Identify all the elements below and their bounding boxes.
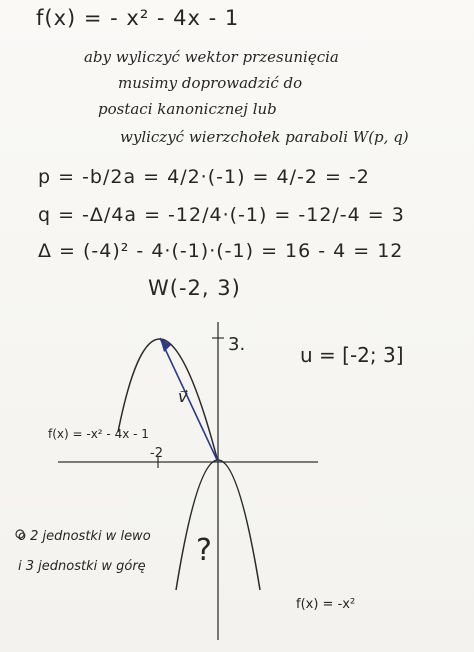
x-tick-label: -2 [150,446,163,461]
shifted-function-label: f(x) = -x² - 4x - 1 [48,427,149,441]
text-line-2: musimy doprowadzić do [118,74,303,92]
note-down: i 3 jednostki w górę [18,559,146,574]
note-left: o 2 jednostki w lewo [18,529,151,544]
equation-delta: Δ = (-4)² - 4·(-1)·(-1) = 16 - 4 = 12 [38,240,404,262]
text-line-4: wyliczyć wierzchołek paraboli W(p, q) [120,128,409,146]
vertex: W(-2, 3) [148,276,241,300]
equation-q: q = -Δ/4a = -12/4·(-1) = -12/-4 = 3 [38,204,405,226]
shifted-parabola [118,339,218,462]
question-mark: ? [196,533,212,568]
y-tick-label: 3. [228,334,246,355]
vector-label: v⃗ [178,387,188,406]
vector-coordinates: u = [-2; 3] [300,343,404,367]
text-line-3: postaci kanonicznej lub [98,100,277,118]
shift-vector [160,338,218,462]
base-function-label: f(x) = -x² [296,597,356,612]
text-line-1: aby wyliczyć wektor przesunięcia [84,48,339,66]
function-definition: f(x) = - x² - 4x - 1 [36,6,240,30]
equation-p: p = -b/2a = 4/2·(-1) = 4/-2 = -2 [38,166,370,188]
